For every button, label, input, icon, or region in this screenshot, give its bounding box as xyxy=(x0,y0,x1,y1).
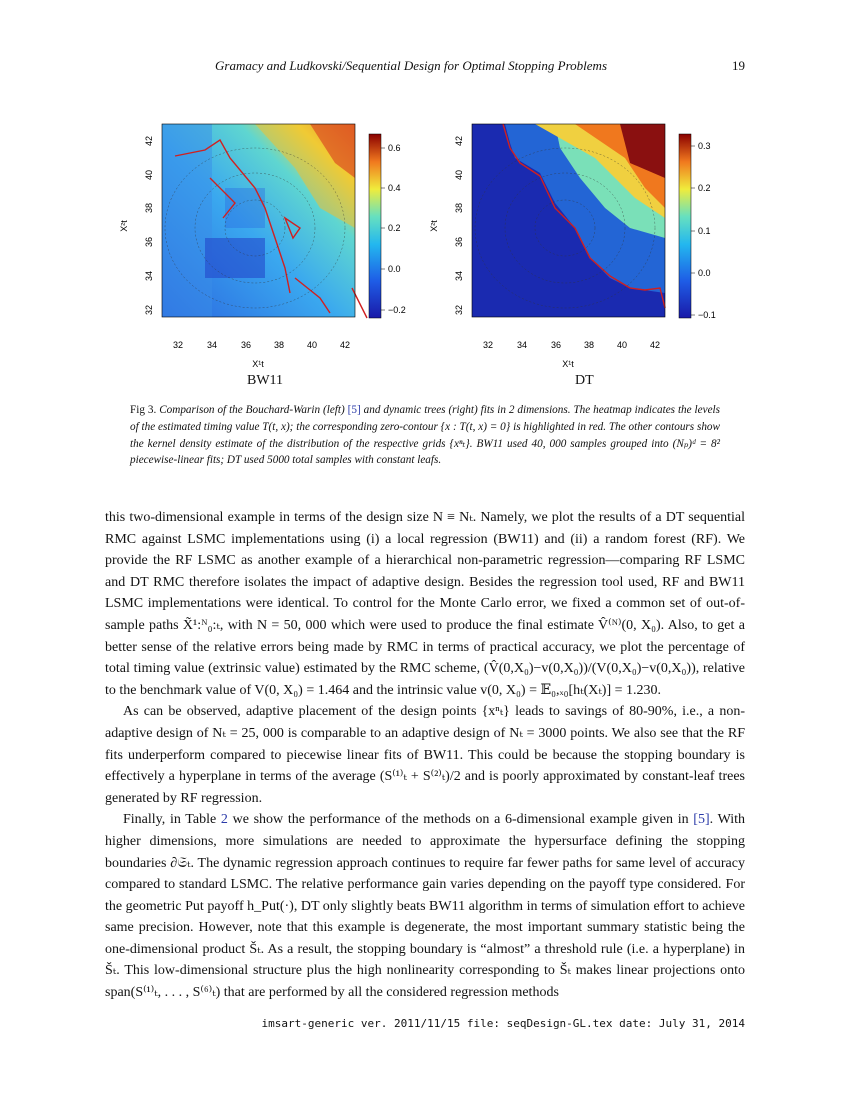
dt-colorbar xyxy=(679,134,691,318)
colorbar-tick: 0.0 xyxy=(388,264,401,274)
y-tick: 42 xyxy=(144,135,154,147)
y-tick: 32 xyxy=(144,304,154,316)
y-tick: 34 xyxy=(454,270,464,282)
y-tick: 38 xyxy=(144,202,154,214)
colorbar-tick: 0.0 xyxy=(698,268,711,278)
paragraph: this two-dimensional example in terms of the design size N ≡ Nₜ. Namely, we plot the results of a DT sequential RMC against LSMC implementations using (i) a local regression (BW11) and (ii) a random forest (RF). We provide the RF LSMC as another example of a hierarchical non-parametric regression—comparing RF LSMC and DT RMC therefore isolates the impact of adaptive design. Besides the regression tool used, RF and BW11 LSMC implementations were identical. To control for the Monte Carlo error, we fixed a common set of out-of-sample paths X̃¹:ᴺ₀:ₜ, with N = 50, 000 which were used to produce the final estimate V̂⁽ᴺ⁾(0, X₀). Also, to get a better sense of the relative errors being made by RMC in terms of practical accuracy, we plot the percentage of total timing value (extrinsic value) estimated by the RMC scheme, (V̂(0,X₀)−v(0,X₀))/(V(0,X₀)−v(0,X₀)), relative to the benchmark value of V(0, X₀) = 1.464 and the intrinsic value v(0, X₀) = 𝔼₀,ₓ₀[hₜ(Xₜ)] = 1.230. xyxy=(105,510,745,698)
x-tick: 42 xyxy=(339,340,351,350)
paragraph-text: . With higher dimensions, more simulations are needed to approximate the hypersurface defining the stopping boundaries ∂𝔖ₜ. The dynamic regression approach continues to require far fewer paths for same level of accuracy compared to standard LSMC. The relative performance gain varies depending on the payoff type considered. For the geometric Put payoff h_Put(·), DT only slightly beats BW11 algorithm in terms of simulation effort to achieve same precision. However, note that this example is degenerate, the most important summary statistic being the one-dimensional product Šₜ. As a result, the stopping boundary is “almost” a threshold rule (i.e. a hyperplane) in Šₜ. This low-dimensional structure plus the high nonlinearity corresponding to Šₜ makes linear projections onto span(S⁽¹⁾ₜ, . . . , S⁽⁶⁾ₜ) that are performed by all the considered regression methods xyxy=(105,812,746,1001)
colorbar-tick: 0.3 xyxy=(698,141,711,151)
y-tick: 34 xyxy=(144,270,154,282)
running-head xyxy=(105,58,745,78)
caption-number: Fig 3. xyxy=(130,404,157,416)
x-tick: 34 xyxy=(516,340,528,350)
footer: imsart-generic ver. 2011/11/15 file: seqDesign-GL.tex date: July 31, 2014 xyxy=(261,1017,745,1030)
colorbar-tick: 0.4 xyxy=(388,183,401,193)
caption-text: Comparison of the Bouchard-Warin (left) xyxy=(159,404,348,416)
y-tick: 32 xyxy=(454,304,464,316)
x-axis-label: X¹t xyxy=(562,359,574,369)
x-tick: 36 xyxy=(240,340,252,350)
paragraph-text: Finally, in Table xyxy=(123,812,221,828)
x-tick: 32 xyxy=(172,340,184,350)
y-axis-label: X²t xyxy=(429,220,439,232)
paragraph xyxy=(105,809,745,1003)
colorbar-tick: 0.1 xyxy=(698,226,711,236)
bw11-heatmap-plot xyxy=(105,118,425,373)
colorbar-tick: 0.2 xyxy=(388,223,401,233)
x-tick: 38 xyxy=(583,340,595,350)
y-tick: 38 xyxy=(454,202,464,214)
running-title: Gramacy and Ludkovski/Sequential Design for Optimal Stopping Problems xyxy=(215,58,608,73)
colorbar-tick: 0.6 xyxy=(388,143,401,153)
x-tick: 40 xyxy=(306,340,318,350)
figure-3 xyxy=(105,118,745,398)
y-tick: 36 xyxy=(144,236,154,248)
bw11-colorbar xyxy=(369,134,381,318)
y-tick: 40 xyxy=(454,169,464,181)
colorbar-tick: −0.1 xyxy=(698,310,716,320)
citation-link[interactable]: [5] xyxy=(347,404,361,416)
x-tick: 32 xyxy=(482,340,494,350)
colorbar-tick: −0.2 xyxy=(388,305,406,315)
x-tick: 42 xyxy=(649,340,661,350)
body-text xyxy=(105,507,745,1004)
y-tick: 42 xyxy=(454,135,464,147)
y-tick: 36 xyxy=(454,236,464,248)
y-tick: 40 xyxy=(144,169,154,181)
dt-heatmap-plot xyxy=(415,118,735,373)
citation-link[interactable]: [5] xyxy=(693,812,710,828)
caption-text: and dynamic trees (right) fits in 2 dimensions. The heatmap indicates the levels of the estimated timing value T(t, x); the corresponding zero-contour {x : T(t, x) = 0} is highlighted in red. The other contours show the kernel density estimate of the distribution of the respective grids {xⁿₜ}. BW11 used 40, 000 samples grouped into (Nₚ)ᵈ = 8² piecewise-linear fits; DT used 5000 total samples with constant leafs. xyxy=(130,404,721,467)
x-tick: 40 xyxy=(616,340,628,350)
figure-caption xyxy=(130,402,720,469)
panel-label-dt: DT xyxy=(575,373,594,388)
x-tick: 34 xyxy=(206,340,218,350)
table-reference-link[interactable]: 2 xyxy=(220,812,228,828)
paragraph: As can be observed, adaptive placement of the design points {xⁿₜ} leads to savings of 80-90%, i.e., a non-adaptive design of Nₜ = 25, 000 is comparable to an adaptive design of Nₜ = 3000 points. We also see that the RF fits underperform compared to piecewise linear fits of BW11. This could be because the stopping boundary is effectively a hyperplane in terms of the average (S⁽¹⁾ₜ + S⁽²⁾ₜ)/2 and is poorly approximated by constant-leaf trees generated by RF regression. xyxy=(105,704,745,806)
page-number: 19 xyxy=(732,58,745,73)
colorbar-tick: 0.2 xyxy=(698,183,711,193)
x-axis-label: X¹t xyxy=(252,359,264,369)
y-axis-label: X²t xyxy=(119,220,129,232)
panel-label-bw11: BW11 xyxy=(247,373,284,388)
x-tick: 38 xyxy=(273,340,285,350)
paragraph-text: we show the performance of the methods on a 6-dimensional example given in xyxy=(227,812,694,828)
x-tick: 36 xyxy=(550,340,562,350)
